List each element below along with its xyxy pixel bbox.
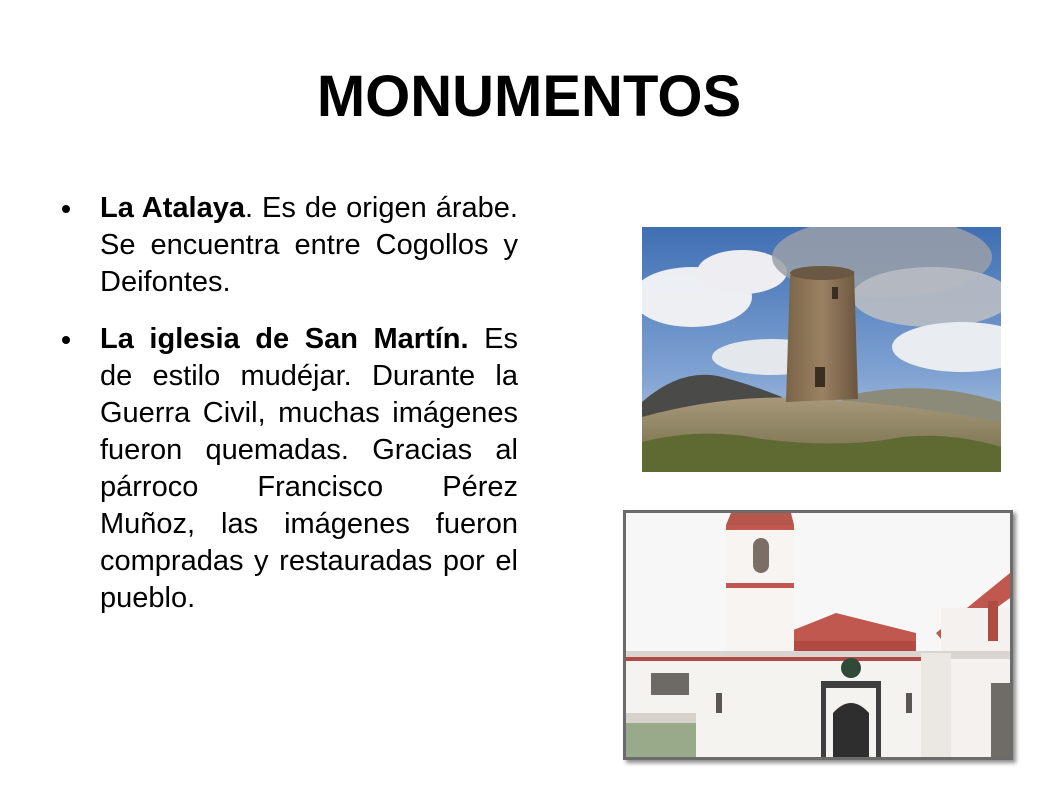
- bullet-dot-icon: [62, 336, 70, 344]
- bullet-text: Es de estilo mudéjar. Durante la Guerra Civil, muchas imágenes fueron quemadas. Gracias al párroco Francisco Pérez Muñoz, las imágenes fueron compradas y restauradas por el pueblo.: [100, 323, 518, 614]
- bullet-heading: La iglesia de San Martín.: [100, 323, 469, 355]
- bullet-text: . Es de origen árabe. Se encuentra entre Cogollos y Deifontes.: [100, 192, 518, 298]
- slide-title: MONUMENTOS: [316, 64, 742, 129]
- bullet-item-iglesia: [60, 321, 518, 617]
- bullet-heading: La Atalaya: [100, 192, 245, 224]
- atalaya-tower-photo: [642, 227, 1001, 472]
- bullet-item-atalaya: [60, 190, 518, 301]
- san-martin-church-photo: [623, 510, 1013, 760]
- bullet-dot-icon: [62, 205, 70, 213]
- bullet-list: [60, 190, 518, 637]
